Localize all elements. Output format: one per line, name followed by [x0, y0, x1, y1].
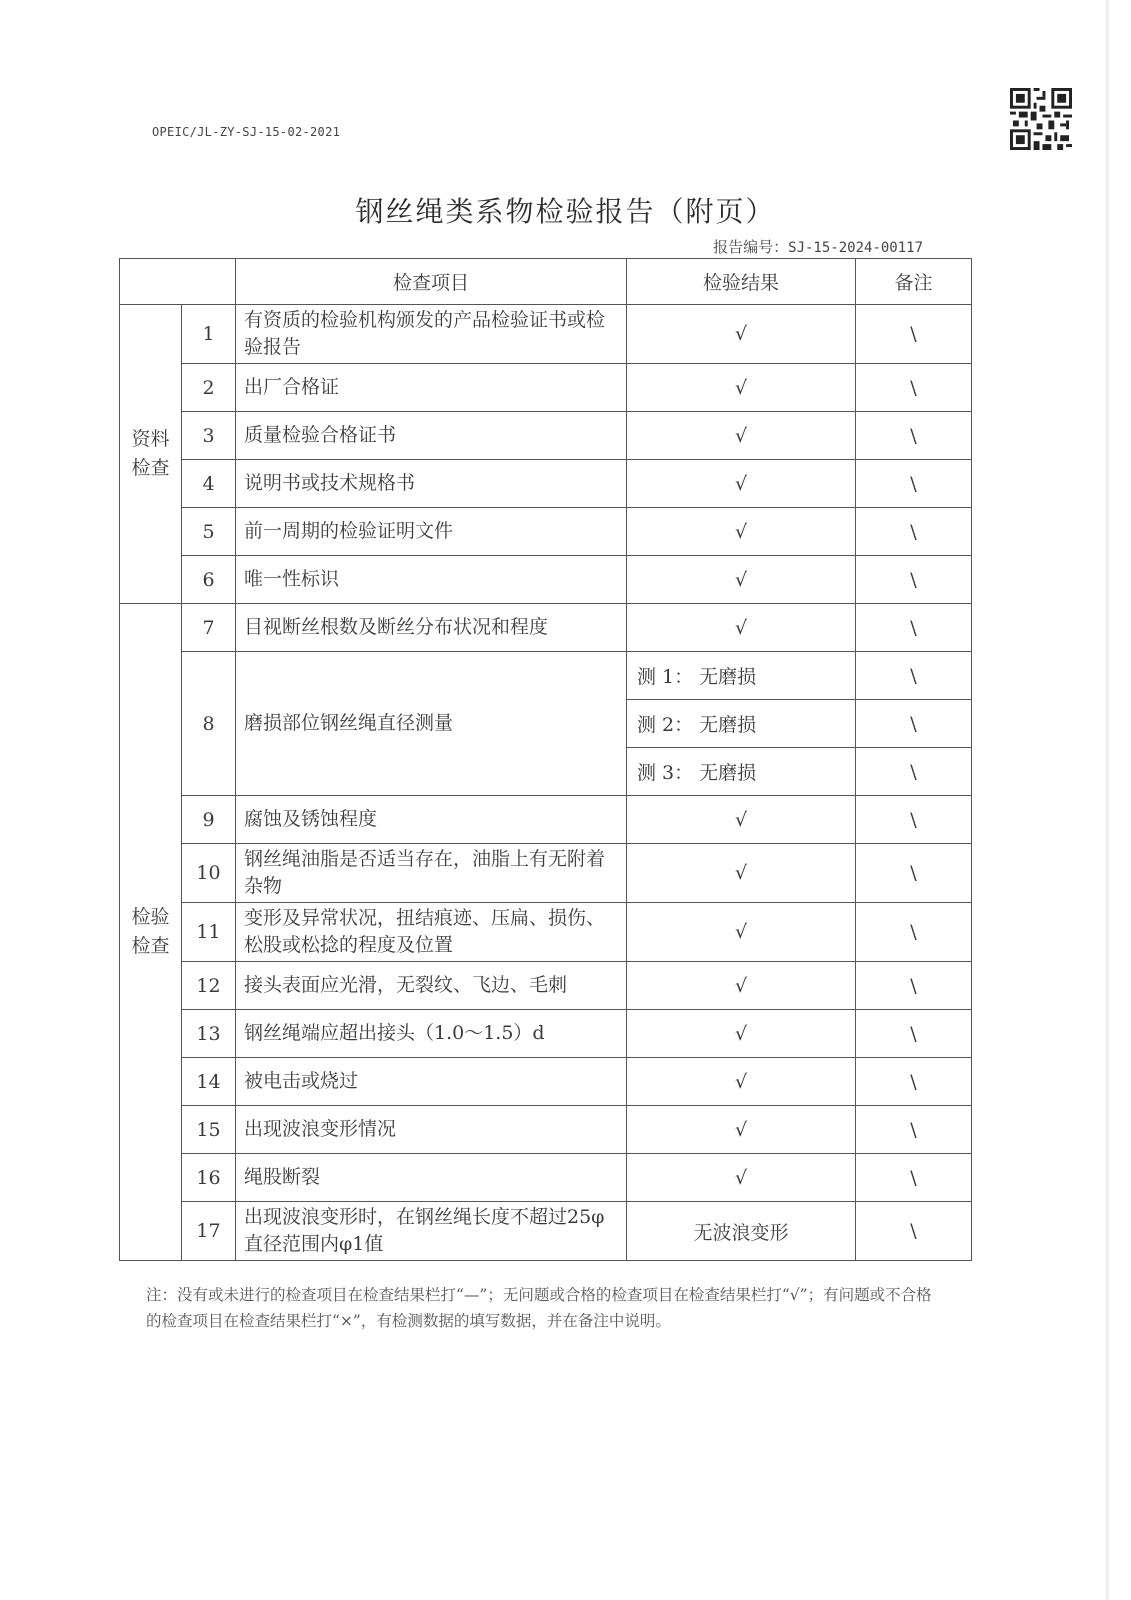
table-row	[120, 1058, 972, 1106]
row-remark: \	[856, 412, 972, 460]
row-number: 1	[182, 305, 236, 364]
row-number: 13	[182, 1010, 236, 1058]
row-result: √	[627, 604, 856, 652]
row-number: 16	[182, 1154, 236, 1202]
row-subresult: 测 2： 无磨损	[627, 700, 856, 748]
row-item: 变形及异常状况，扭结痕迹、压扁、损伤、松股或松捻的程度及位置	[236, 903, 627, 962]
row-item: 钢丝绳油脂是否适当存在，油脂上有无附着杂物	[236, 844, 627, 903]
row-remark: \	[856, 364, 972, 412]
row-remark: \	[856, 903, 972, 962]
row-remark: \	[856, 748, 972, 796]
table-row	[120, 508, 972, 556]
row-number: 15	[182, 1106, 236, 1154]
row-result: √	[627, 508, 856, 556]
row-number: 6	[182, 556, 236, 604]
row-number: 2	[182, 364, 236, 412]
row-number: 4	[182, 460, 236, 508]
qr-code-icon	[1010, 88, 1072, 150]
row-result: √	[627, 364, 856, 412]
row-number: 10	[182, 844, 236, 903]
footnote: 注：没有或未进行的检查项目在检查结果栏打“—”；无问题或合格的检查项目在检查结果栏打“√”；有问题或不合格的检查项目在检查结果栏打“×”，有检测数据的填写数据，并在备注中说明。	[146, 1286, 932, 1330]
row-result: √	[627, 1106, 856, 1154]
row-remark: \	[856, 796, 972, 844]
table-row	[120, 1106, 972, 1154]
row-item: 前一周期的检验证明文件	[236, 508, 627, 556]
table-row	[120, 1154, 972, 1202]
row-result: √	[627, 1010, 856, 1058]
row-item: 有资质的检验机构颁发的产品检验证书或检验报告	[236, 305, 627, 364]
table-row	[120, 412, 972, 460]
row-remark: \	[856, 962, 972, 1010]
row-remark: \	[856, 700, 972, 748]
row-item: 腐蚀及锈蚀程度	[236, 796, 627, 844]
row-result: √	[627, 412, 856, 460]
row-result: 无波浪变形	[627, 1202, 856, 1261]
row-result: √	[627, 305, 856, 364]
table-row	[120, 364, 972, 412]
row-item: 出现波浪变形时，在钢丝绳长度不超过25φ直径范围内φ1值	[236, 1202, 627, 1261]
header-remark: 备注	[856, 259, 972, 305]
table-row	[120, 903, 972, 962]
row-number: 11	[182, 903, 236, 962]
row-item: 说明书或技术规格书	[236, 460, 627, 508]
row-item: 接头表面应光滑，无裂纹、飞边、毛刺	[236, 962, 627, 1010]
row-item: 钢丝绳端应超出接头（1.0～1.5）d	[236, 1010, 627, 1058]
row-number: 14	[182, 1058, 236, 1106]
row-result: √	[627, 556, 856, 604]
row-remark: \	[856, 305, 972, 364]
row-item: 绳股断裂	[236, 1154, 627, 1202]
row-subresult: 测 3： 无磨损	[627, 748, 856, 796]
row-item: 出现波浪变形情况	[236, 1106, 627, 1154]
row-number: 9	[182, 796, 236, 844]
row-result: √	[627, 1154, 856, 1202]
row-number: 7	[182, 604, 236, 652]
report-number-label: 报告编号：	[713, 238, 789, 256]
table-row	[120, 460, 972, 508]
header-blank-cell	[120, 259, 236, 305]
category-inspection-check: 检验 检查	[120, 604, 182, 1261]
row-subresult: 测 1： 无磨损	[627, 652, 856, 700]
row-remark: \	[856, 508, 972, 556]
table-row	[120, 305, 972, 364]
table-row	[120, 556, 972, 604]
table-row	[120, 844, 972, 903]
header-item: 检查项目	[236, 259, 627, 305]
row-remark: \	[856, 1106, 972, 1154]
page-title: 钢丝绳类系物检验报告（附页）	[355, 195, 776, 228]
row-result: √	[627, 844, 856, 903]
inspection-table	[119, 258, 972, 1261]
row-remark: \	[856, 844, 972, 903]
report-number	[713, 236, 923, 257]
row-result: √	[627, 1058, 856, 1106]
row-item: 目视断丝根数及断丝分布状况和程度	[236, 604, 627, 652]
row-result: √	[627, 962, 856, 1010]
table-row	[120, 604, 972, 652]
row-remark: \	[856, 1058, 972, 1106]
report-number-value: SJ-15-2024-00117	[788, 240, 923, 256]
table-header-row	[120, 259, 972, 305]
table-row	[120, 796, 972, 844]
row-result: √	[627, 460, 856, 508]
row-remark: \	[856, 1202, 972, 1261]
row-item: 质量检验合格证书	[236, 412, 627, 460]
row-remark: \	[856, 460, 972, 508]
row-remark: \	[856, 1154, 972, 1202]
row-remark: \	[856, 604, 972, 652]
row-item: 唯一性标识	[236, 556, 627, 604]
row-number: 8	[182, 652, 236, 796]
row-number: 17	[182, 1202, 236, 1261]
row-result: √	[627, 796, 856, 844]
header-result: 检验结果	[627, 259, 856, 305]
row-remark: \	[856, 652, 972, 700]
table-row	[120, 1010, 972, 1058]
row-remark: \	[856, 556, 972, 604]
table-row	[120, 1202, 972, 1261]
scan-edge	[1106, 0, 1109, 1600]
row-item: 被电击或烧过	[236, 1058, 627, 1106]
document-code: OPEIC/JL-ZY-SJ-15-02-2021	[152, 125, 341, 139]
row-remark: \	[856, 1010, 972, 1058]
row-result: √	[627, 903, 856, 962]
row-number: 3	[182, 412, 236, 460]
category-document-check: 资料 检查	[120, 305, 182, 604]
row-number: 12	[182, 962, 236, 1010]
table-row	[120, 962, 972, 1010]
row-item: 出厂合格证	[236, 364, 627, 412]
table-row	[120, 652, 972, 700]
row-number: 5	[182, 508, 236, 556]
row-item: 磨损部位钢丝绳直径测量	[236, 652, 627, 796]
